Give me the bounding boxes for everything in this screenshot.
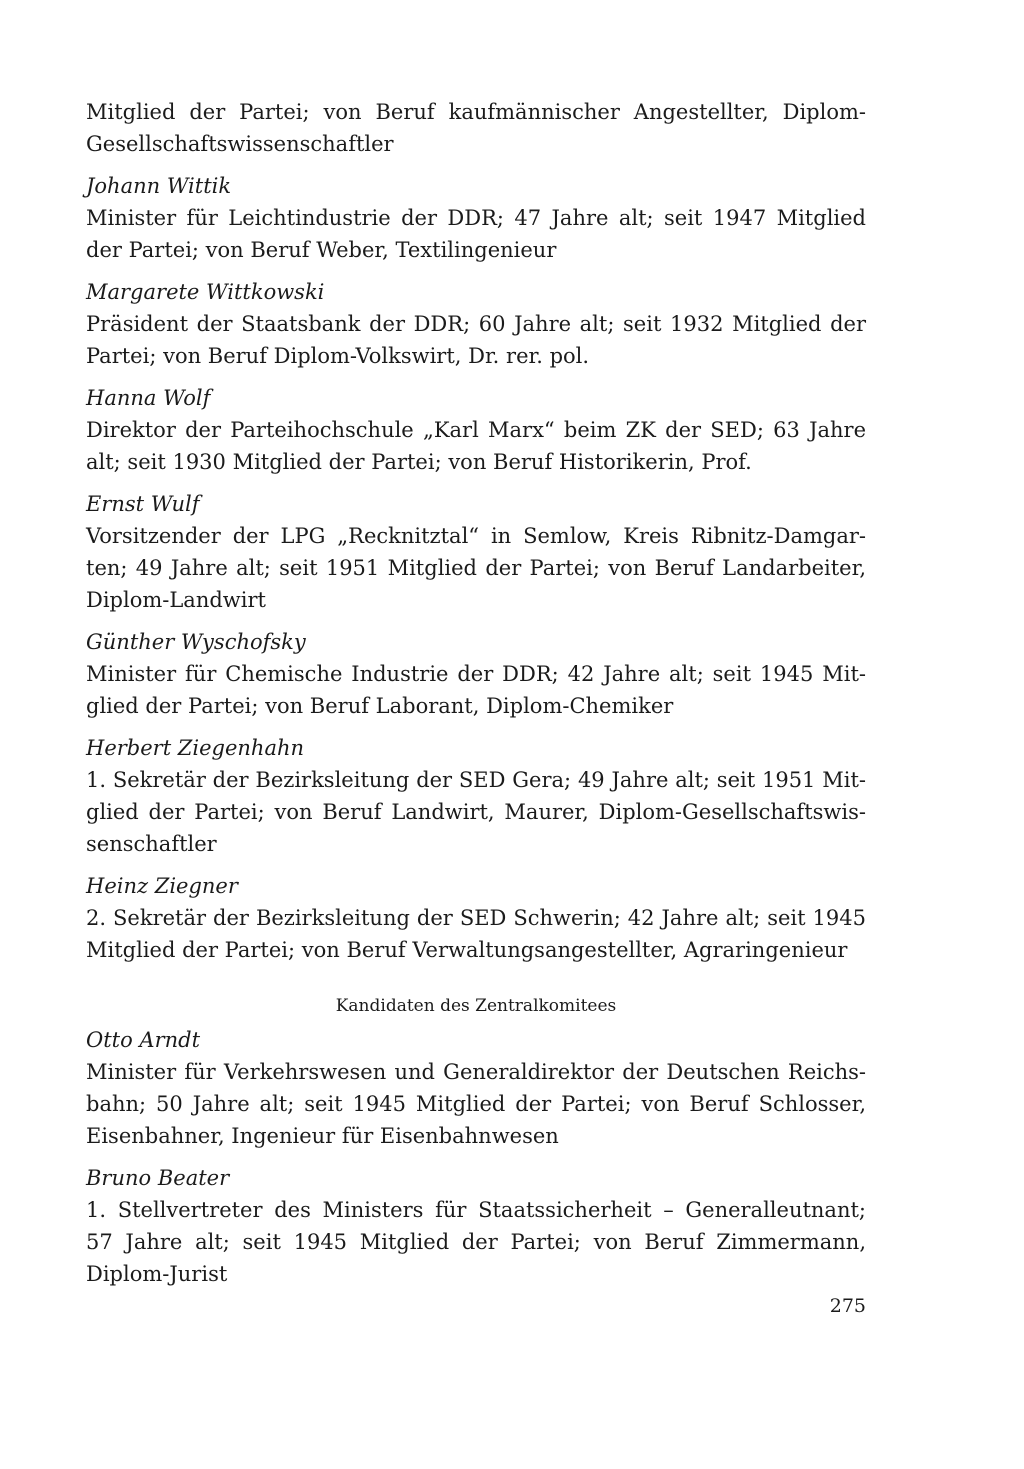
member-entry [86,870,866,966]
text-line: Minister für Chemische Industrie der DDR; 42 Jahre alt; seit 1945 Mit- [86,662,866,686]
text-line: Partei; von Beruf Diplom-Volkswirt, Dr. rer. pol. [86,344,590,368]
text-line: der Partei; von Beruf Weber, Textilingenieur [86,238,557,262]
text-line: Eisenbahner, Ingenieur für Eisenbahnwesen [86,1124,559,1148]
member-entry [86,276,866,372]
member-entry [86,732,866,860]
text-line: glied der Partei; von Beruf Laborant, Diplom-Chemiker [86,694,674,718]
text-line: Diplom-Landwirt [86,588,266,612]
person-name: Margarete Wittkowski [86,280,325,304]
text-line: Mitglied der Partei; von Beruf Verwaltungsangestellter, Agraringenieur [86,938,848,962]
text-line: 1. Stellvertreter des Ministers für Staatssicherheit – Generalleutnant; [86,1198,866,1222]
person-name: Herbert Ziegenhahn [86,736,305,760]
member-entry [86,488,866,616]
person-name: Günther Wyschofsky [86,630,306,654]
document-body [86,96,866,1300]
text-line: 57 Jahre alt; seit 1945 Mitglied der Partei; von Beruf Zimmermann, [86,1230,866,1254]
text-line: glied der Partei; von Beruf Landwirt, Maurer, Diplom-Gesellschaftswis- [86,800,866,824]
text-line: Vorsitzender der LPG „Recknitztal“ in Semlow, Kreis Ribnitz-Damgar- [86,524,866,548]
member-entry [86,170,866,266]
member-entry [86,626,866,722]
text-line: senschaftler [86,832,217,856]
person-name: Hanna Wolf [86,386,211,410]
candidate-entry [86,1024,866,1152]
member-entry [86,382,866,478]
continuation-entry [86,96,866,160]
text-line: alt; seit 1930 Mitglied der Partei; von Beruf Historikerin, Prof. [86,450,752,474]
text-line: 1. Sekretär der Bezirksleitung der SED Gera; 49 Jahre alt; seit 1951 Mit- [86,768,866,792]
person-name: Ernst Wulf [86,492,200,516]
text-line: ten; 49 Jahre alt; seit 1951 Mitglied der Partei; von Beruf Landarbeiter, [86,556,866,580]
candidate-entry [86,1162,866,1290]
page-number: 275 [829,1295,866,1317]
text-line: Diplom-Jurist [86,1262,228,1286]
person-name: Bruno Beater [86,1166,230,1190]
text-line: Gesellschaftswissenschaftler [86,132,394,156]
text-line: Direktor der Parteihochschule „Karl Marx“ beim ZK der SED; 63 Jahre [86,418,866,442]
person-name: Otto Arndt [86,1028,201,1052]
person-name: Johann Wittik [86,174,232,198]
text-line: Minister für Leichtindustrie der DDR; 47 Jahre alt; seit 1947 Mitglied [86,206,866,230]
person-name: Heinz Ziegner [86,874,238,898]
section-heading: Kandidaten des Zentralkomitees [335,996,617,1016]
text-line: bahn; 50 Jahre alt; seit 1945 Mitglied der Partei; von Beruf Schlosser, [86,1092,866,1116]
text-line: Mitglied der Partei; von Beruf kaufmännischer Angestellter, Diplom- [86,100,866,124]
text-line: Präsident der Staatsbank der DDR; 60 Jahre alt; seit 1932 Mitglied der [86,312,866,336]
text-line: Minister für Verkehrswesen und Generaldirektor der Deutschen Reichs- [86,1060,866,1084]
text-line: 2. Sekretär der Bezirksleitung der SED Schwerin; 42 Jahre alt; seit 1945 [86,906,866,930]
